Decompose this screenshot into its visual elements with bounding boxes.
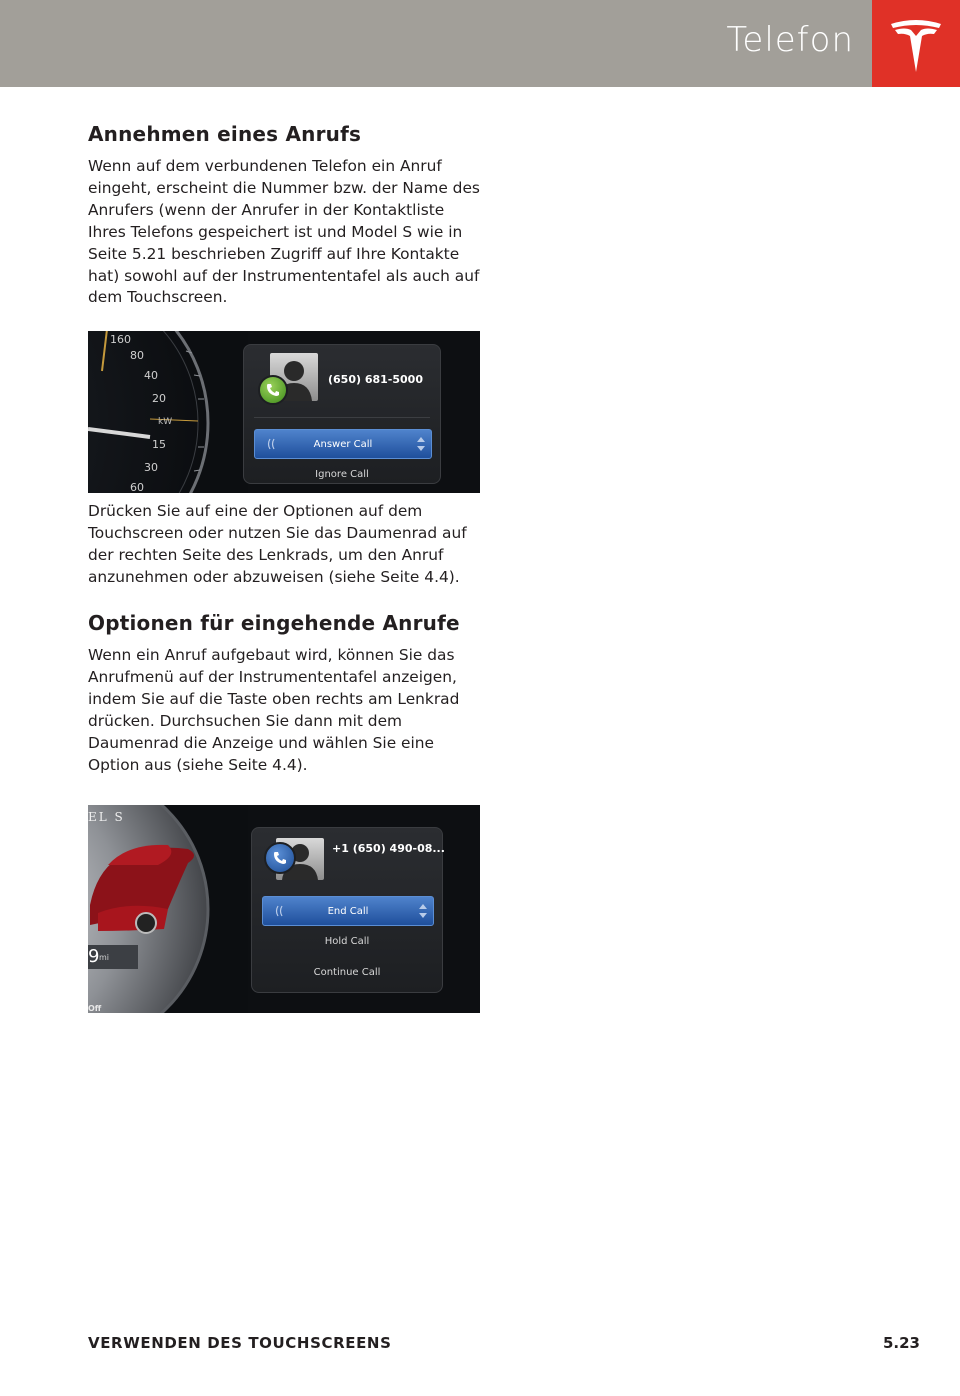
gauge-label-80: 80 bbox=[130, 349, 144, 363]
model-s-text: EL S bbox=[88, 810, 125, 825]
page-content bbox=[88, 122, 482, 1013]
incoming-call-panel bbox=[243, 344, 441, 484]
chapter-title: Telefon bbox=[726, 20, 854, 60]
scroll-arrows-icon bbox=[419, 903, 427, 919]
active-call-panel bbox=[251, 827, 443, 993]
gauge-label-160: 160 bbox=[110, 333, 131, 347]
page-header bbox=[0, 0, 960, 87]
range-digit: 9 bbox=[88, 946, 100, 968]
end-call-label: End Call bbox=[327, 905, 369, 917]
end-call-button[interactable] bbox=[262, 896, 434, 926]
caller-number: +1 (650) 490-08... bbox=[332, 842, 445, 856]
wheel-icon bbox=[265, 438, 279, 450]
range-unit: mi bbox=[99, 953, 110, 963]
car-status-display bbox=[88, 805, 248, 1013]
caller-number: (650) 681-5000 bbox=[328, 373, 423, 387]
gauge-label-15: 15 bbox=[152, 438, 166, 452]
answer-call-button[interactable] bbox=[254, 429, 432, 459]
scroll-arrows-icon bbox=[417, 436, 425, 452]
tesla-logo-icon bbox=[887, 14, 945, 74]
paragraph-call-menu: Wenn ein Anruf aufgebaut wird, können Sie das Anrufmenü auf der Instrumententafel anzeigen, indem Sie auf die Taste oben rechts am Lenkrad drücken. Durchsuchen Sie dann mit dem Daumenrad die Anzeige und wählen Sie eine Option aus (siehe Seite 4.4). bbox=[88, 645, 460, 774]
gauge-label-60: 60 bbox=[130, 481, 144, 494]
gauge-label-30: 30 bbox=[144, 461, 158, 475]
gauge-unit-kw: kW bbox=[158, 417, 173, 428]
paragraph-answer-options: Drücken Sie auf eine der Optionen auf dem Touchscreen oder nutzen Sie das Daumenrad auf der rechten Seite des Lenkrads, um den Anruf anzunehmen oder abzuweisen (siehe Seite 4.4). bbox=[88, 502, 467, 587]
wheel-icon bbox=[273, 905, 287, 917]
gauge-label-40: 40 bbox=[144, 369, 158, 383]
hold-call-option[interactable]: Hold Call bbox=[324, 936, 370, 948]
paragraph-incoming-call: Wenn auf dem verbundenen Telefon ein Anruf eingeht, erscheint die Nummer bzw. der Name des Anrufers (wenn der Anrufer in der Kontaktliste Ihres Telefons gespeichert ist und Model S wie in Seite 5.21 beschrieben Zugriff auf Ihre Kontakte hat) sowohl auf der Instrumententafel als auch auf dem Touchscreen. bbox=[88, 157, 480, 307]
tesla-logo bbox=[872, 0, 960, 87]
section-heading-call-options: Optionen für eingehende Anrufe bbox=[88, 610, 460, 635]
panel-divider bbox=[254, 417, 430, 418]
off-text: Off bbox=[88, 1004, 102, 1014]
page-number: 5.23 bbox=[882, 1334, 920, 1352]
section-heading-answer-call: Annehmen eines Anrufs bbox=[88, 122, 362, 146]
ignore-call-option[interactable]: Ignore Call bbox=[315, 469, 369, 481]
gauge-label-20: 20 bbox=[152, 392, 166, 406]
continue-call-option[interactable]: Continue Call bbox=[313, 967, 381, 979]
power-gauge bbox=[88, 331, 248, 493]
answer-call-label: Answer Call bbox=[313, 438, 373, 450]
incoming-call-screenshot bbox=[88, 331, 480, 493]
footer-section-name: VERWENDEN DES TOUCHSCREENS bbox=[88, 1334, 392, 1352]
active-call-screenshot bbox=[88, 805, 480, 1013]
